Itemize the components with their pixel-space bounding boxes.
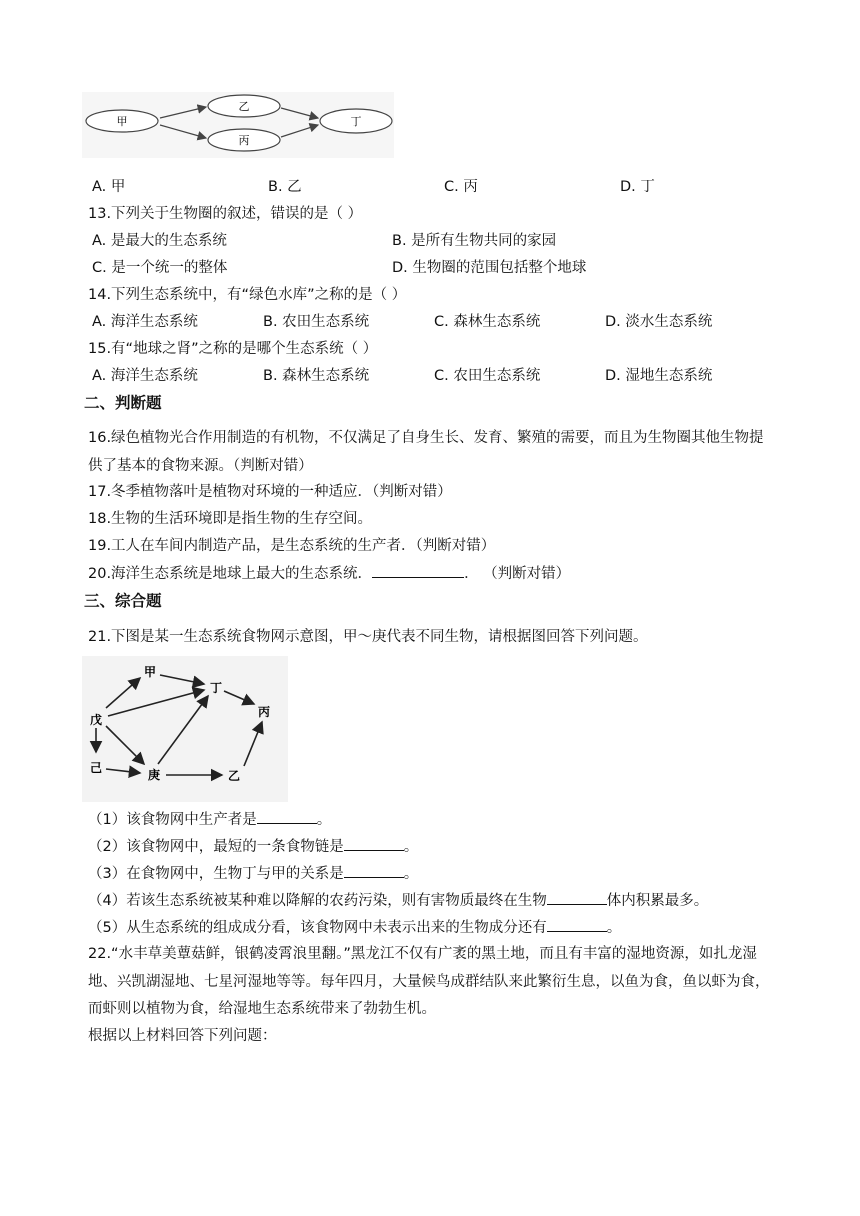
- q14-option-d[interactable]: D. 淡水生态系统: [605, 314, 713, 330]
- node-bing-label: 丙: [238, 134, 250, 147]
- q21-stem: 21.下图是某一生态系统食物网示意图，甲～庚代表不同生物，请根据图回答下列问题。: [88, 629, 648, 645]
- section-title-comprehensive: 三、综合题: [84, 592, 162, 610]
- q13-option-d[interactable]: D. 生物圈的范围包括整个地球: [392, 260, 587, 276]
- q21-sub2: [88, 836, 418, 857]
- node-ding-label: 丁: [209, 681, 223, 695]
- node-geng-label: 庚: [147, 768, 161, 782]
- q21-sub1-text: （1）该食物网中生产者是: [88, 812, 257, 828]
- q21-sub3-end: 。: [403, 866, 419, 882]
- q22-line1: 22.“水丰草美蕈菇鲜，银鹤凌霄浪里翻。”黑龙江不仅有广袤的黑土地，而且有丰富的湿地资源，如扎龙湿: [88, 946, 757, 962]
- q15-option-d[interactable]: D. 湿地生态系统: [605, 368, 713, 384]
- node-ji-label: 己: [89, 761, 103, 775]
- q15-option-c[interactable]: C. 农田生态系统: [434, 368, 541, 384]
- q12-option-b[interactable]: B. 乙: [268, 179, 302, 195]
- q21-sub3: [88, 863, 418, 884]
- q21-sub5-blank[interactable]: [547, 917, 607, 932]
- q21-sub4-text: （4）若该生态系统被某种难以降解的农药污染，则有害物质最终在生物: [88, 893, 547, 909]
- q21-sub4: [88, 890, 708, 911]
- q21-food-web-diagram: [82, 656, 288, 802]
- q22-line2: 地、兴凯湖湿地、七星河湿地等等。每年四月，大量候鸟成群结队来此繁衍生息，以鱼为食，鱼以虾为食，: [88, 974, 770, 990]
- q21-sub4-end: 体内积累最多。: [606, 893, 709, 909]
- section-title-judgement: 二、判断题: [84, 394, 162, 412]
- q16-line1: 16.绿色植物光合作用制造的有机物，不仅满足了自身生长、发育、繁殖的需要，而且为生物圈其他生物提: [88, 430, 764, 446]
- q21-sub2-text: （2）该食物网中，最短的一条食物链是: [88, 839, 344, 855]
- q13-stem: 13.下列关于生物圈的叙述，错误的是（ ）: [88, 206, 363, 222]
- node-ding-label: 丁: [350, 115, 362, 128]
- q15-option-a[interactable]: A. 海洋生态系统: [92, 368, 198, 384]
- q21-sub3-text: （3）在食物网中，生物丁与甲的关系是: [88, 866, 344, 882]
- node-wu-label: 戊: [89, 713, 103, 727]
- q20-blank[interactable]: [372, 563, 464, 578]
- q21-sub5-end: 。: [606, 920, 622, 936]
- node-yi-label: 乙: [227, 769, 241, 783]
- q15-option-b[interactable]: B. 森林生态系统: [263, 368, 370, 384]
- q12-option-a[interactable]: A. 甲: [92, 179, 126, 195]
- q21-sub1-blank[interactable]: [257, 809, 317, 824]
- q21-sub2-blank[interactable]: [344, 836, 404, 851]
- q21-sub1: [88, 809, 331, 830]
- q13-option-a[interactable]: A. 是最大的生态系统: [92, 233, 227, 249]
- q22-line3: 而虾则以植物为食，给湿地生态系统带来了勃勃生机。: [88, 1001, 436, 1017]
- q15-stem: 15.有“地球之肾”之称的是哪个生态系统（ ）: [88, 341, 378, 357]
- q20-tail: ． （判断对错）: [464, 566, 571, 582]
- q18: 18.生物的生活环境即是指生物的生存空间。: [88, 511, 373, 527]
- q14-stem: 14.下列生态系统中，有“绿色水库”之称的是（ ）: [88, 287, 407, 303]
- q12-diagram: [82, 92, 394, 158]
- q20: [88, 563, 570, 584]
- node-bing-label: 丙: [257, 705, 271, 719]
- node-jia-label: 甲: [143, 665, 157, 679]
- q21-sub5: [88, 917, 621, 938]
- q13-option-b[interactable]: B. 是所有生物共同的家园: [392, 233, 557, 249]
- q16-line2: 供了基本的食物来源。（判断对错）: [88, 458, 313, 474]
- q19: 19.工人在车间内制造产品，是生态系统的生产者．（判断对错）: [88, 538, 496, 554]
- node-yi-label: 乙: [238, 100, 250, 113]
- q14-option-a[interactable]: A. 海洋生态系统: [92, 314, 198, 330]
- q22-line4: 根据以上材料回答下列问题：: [88, 1028, 277, 1044]
- q21-sub5-text: （5）从生态系统的组成成分看，该食物网中未表示出来的生物成分还有: [88, 920, 547, 936]
- q17: 17.冬季植物落叶是植物对环境的一种适应．（判断对错）: [88, 484, 452, 500]
- q21-sub1-end: 。: [316, 812, 332, 828]
- q21-sub4-blank[interactable]: [547, 890, 607, 905]
- q21-sub3-blank[interactable]: [344, 863, 404, 878]
- q14-option-b[interactable]: B. 农田生态系统: [263, 314, 370, 330]
- q12-option-c[interactable]: C. 丙: [444, 179, 478, 195]
- q21-sub2-end: 。: [403, 839, 419, 855]
- node-jia-label: 甲: [116, 115, 128, 128]
- q12-option-d[interactable]: D. 丁: [620, 179, 655, 195]
- q13-option-c[interactable]: C. 是一个统一的整体: [92, 260, 228, 276]
- q14-option-c[interactable]: C. 森林生态系统: [434, 314, 541, 330]
- q20-text: 20.海洋生态系统是地球上最大的生态系统．: [88, 566, 373, 582]
